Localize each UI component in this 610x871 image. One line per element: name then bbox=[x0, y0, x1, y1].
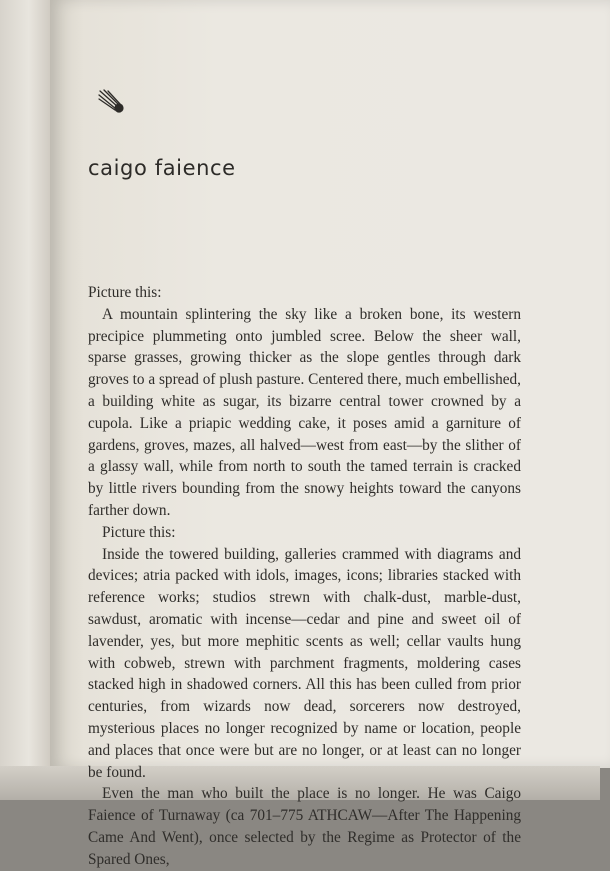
comet-icon bbox=[98, 88, 128, 116]
paragraph: Inside the towered building, galleries crammed with diagrams and devices; atria packed with idols, images, icons; libraries stacked with reference works; studios strewn with chalk-dust, marble-dust, sawdust, aromatic with incense—cedar and pine and sweet oil of lavender, yes, but more mephitic scents as well; cellar vaults hung with cobweb, strewn with parchment fragments, moldering cases stacked high in shadowed corners. All this has been culled from prior centuries, from wizards now dead, sorcerers now destroyed, mysterious places no longer recognized by name or location, people and places that once were but are no longer, or at least can no longer be found. bbox=[88, 545, 521, 781]
paragraph: Picture this: bbox=[102, 523, 176, 541]
chapter-title: caigo faience bbox=[88, 156, 236, 180]
paragraph: Picture this: bbox=[88, 284, 162, 301]
paragraph: A mountain splintering the sky like a broken bone, its western precipice plummeting onto jumbled scree. Below the sheer wall, sparse grasses, growing thicker as the slope gentles through dark groves to a spread of plush pasture. Centered there, much embellished, a building white as sugar, its bizarre central tower crowned by a cupola. Like a priapic wedding cake, it poses amid a garniture of gardens, groves, mazes, all halved—west from east—by the slither of a glassy wall, while from north to south the tamed terrain is cracked by little rivers bounding from the snowy heights toward the canyons farther down. bbox=[88, 305, 521, 519]
paragraph: Even the man who built the place is no longer. He was Caigo Faience of Turnaway (ca 701–775 ATHCAW—After The Happening Came And Went), once selected by the Regime as Protector of the Spared Ones, bbox=[88, 785, 521, 868]
body-text bbox=[88, 282, 521, 871]
